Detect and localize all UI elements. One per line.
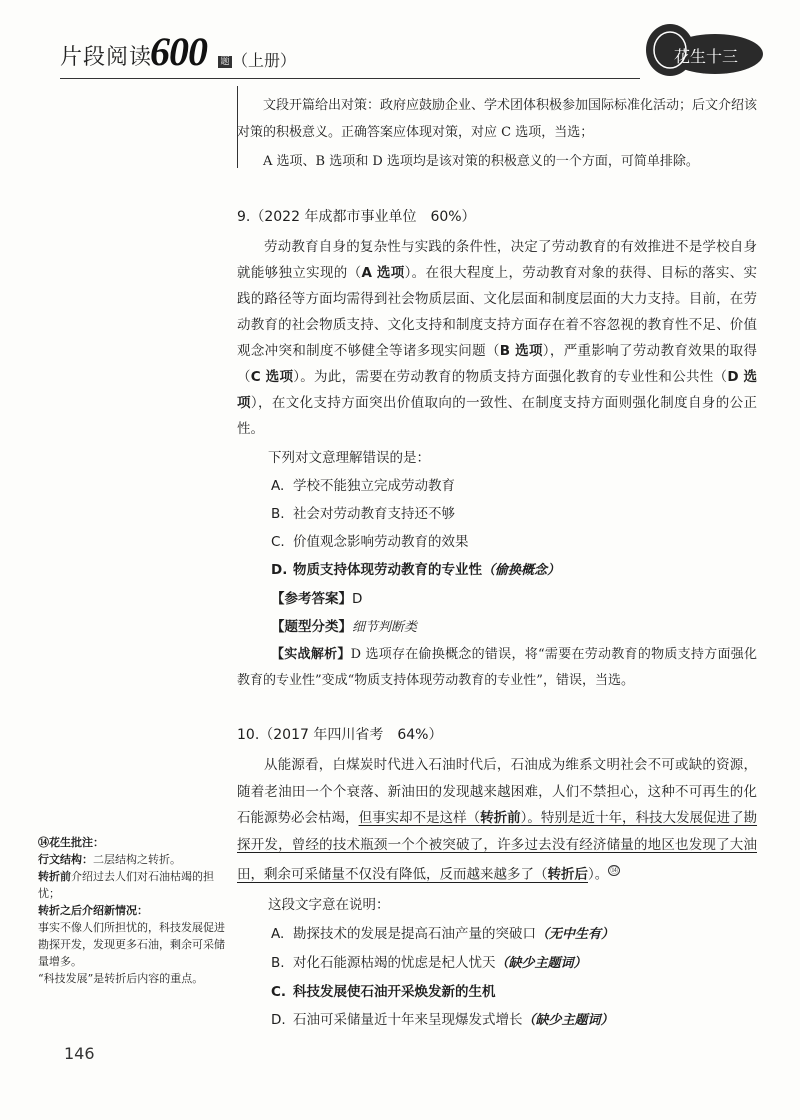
question-9-prompt: 下列对文意理解错误的是：	[268, 450, 431, 466]
prev-question-analysis	[237, 92, 757, 175]
header-rule	[60, 78, 640, 79]
question-source: （2022 年成都市事业单位 60%）	[250, 209, 476, 225]
option-tag: D 选项	[237, 369, 758, 411]
question-9-options	[237, 472, 757, 585]
question-9-passage: 劳动教育自身的复杂性与实践的条件性，决定了劳动教育的有效推进不是学校自身就能够独立实现的（A 选项）。在很大程度上，劳动教育对象的获得、目标的落实、实践的路径等方面均需得到社会物质层面、文化层面和制度层面的大力支持。目前，在劳动教育的社会物质支持、文化支持和制度支持方面存在着不容忽视的教育性不足、价值观念冲突和制度不够健全等诸多现实问题（B 选项），严重影响了劳动教育效果的取得（C 选项）。为此，需要在劳动教育的物质支持方面强化教育的专业性和公共性（D 选项），在文化支持方面突出价值取向的一致性、在制度支持方面则强化制度自身的公正性。	[237, 239, 758, 437]
question-source: （2017 年四川省考 64%）	[259, 727, 443, 743]
sidebar-annotation	[38, 834, 233, 987]
analysis-paragraph: 文段开篇给出对策：政府应鼓励企业、学术团体积极参加国际标准化活动；后文介绍该对策的积极意义。正确答案应体现对策，对应 C 选项，当选；	[237, 98, 758, 140]
question-number: 10.	[237, 727, 260, 743]
option-a: A. 学校不能独立完成劳动教育	[271, 478, 455, 494]
option-d: D. 物质支持体现劳动教育的专业性（偷换概念）	[271, 562, 561, 578]
annotation-title: ⑭花生批注：	[38, 836, 104, 849]
annotation-line: 事实不像人们所担忧的，科技发展促进勘探开发，发现更多石油，剩余可采储量增多。	[38, 921, 225, 968]
option-c: C. 价值观念影响劳动教育的效果	[271, 534, 469, 550]
option-tag: B 选项	[499, 343, 543, 359]
question-9	[237, 234, 757, 694]
option-tag: 转折后	[547, 866, 588, 883]
annotation-marker: ⑭	[610, 866, 619, 875]
practical-analysis: 【实战解析】D 选项存在偷换概念的错误，将“需要在劳动教育的物质支持方面强化教育的专业性”变成“物质支持体现劳动教育的专业性”，错误，当选。	[237, 647, 757, 688]
question-10-passage: 从能源看，白煤炭时代进入石油时代后，石油成为维系文明社会不可或缺的资源，随着老油田一个个衰落、新油田的发现越来越困难，人们不禁担心，这种不可再生的化石能源势必会枯竭，但事实却不是这样（转折前）。特别是近十年，科技大发展促进了勘探开发，曾经的技术瓶颈一个个被突破了，许多过去没有经济储量的地区也发现了大油田，剩余可采储量不仅没有降低，反而越来越多了（转折后）。 ⑭	[237, 757, 758, 883]
underlined-text: ）。特别是近十年，科技大发展促进了勘探开发，曾经的技术瓶颈一个个被突破了，许多过去没有经济储量的地区也发现了大油田，剩余可采储量不仅没有降低，反而越来越多了（	[237, 810, 758, 883]
annotation-line: “科技发展”是转折后内容的重点。	[38, 972, 204, 985]
option-note: （偷换概念）	[482, 563, 561, 578]
option-tag: C 选项	[250, 369, 294, 385]
question-number: 9.	[237, 209, 251, 225]
option-note: （缺少主题词）	[522, 1013, 614, 1028]
logo-text: 花生十三	[674, 47, 739, 66]
option-b: B. 对化石能源枯竭的忧虑是杞人忧天（缺少主题词）	[271, 955, 587, 971]
question-9-header	[237, 206, 476, 226]
annotation-line: 转折前介绍过去人们对石油枯竭的担忧；	[38, 870, 214, 900]
page-header	[0, 0, 800, 80]
option-d: D. 石油可采储量近十年来呈现爆发式增长（缺少主题词）	[271, 1012, 614, 1028]
question-10-options	[237, 920, 757, 1035]
book-volume: （上册）	[232, 51, 297, 70]
page-number: 146	[64, 1044, 95, 1063]
reference-answer: 【参考答案】D	[271, 591, 363, 607]
book-title: 片段阅读	[60, 45, 153, 70]
question-type: 【题型分类】细节判断类	[271, 619, 418, 635]
peanut-logo-icon	[640, 20, 780, 80]
book-number: 600	[150, 29, 207, 74]
option-tag: 转折前	[480, 810, 521, 826]
book-unit: 题	[218, 56, 232, 68]
option-note: （无中生有）	[536, 927, 615, 942]
underlined-text: 但事实却不是这样（	[358, 810, 481, 826]
question-10	[237, 752, 757, 1035]
question-10-prompt: 这段文字意在说明：	[268, 897, 390, 913]
analysis-paragraph: A 选项、B 选项和 D 选项均是该对策的积极意义的一个方面，可简单排除。	[263, 154, 699, 169]
option-note: （缺少主题词）	[495, 956, 587, 971]
annotation-line: 转折之后介绍新情况：	[38, 904, 148, 917]
option-a: A. 勘探技术的发展是提高石油产量的突破口（无中生有）	[271, 926, 615, 942]
question-10-header	[237, 724, 442, 744]
option-b: B. 社会对劳动教育支持还不够	[271, 506, 455, 522]
option-tag: A 选项	[361, 265, 405, 281]
option-c: C. 科技发展使石油开采焕发新的生机	[271, 984, 496, 1000]
annotation-line: 行文结构：二层结构之转折。	[38, 853, 181, 866]
